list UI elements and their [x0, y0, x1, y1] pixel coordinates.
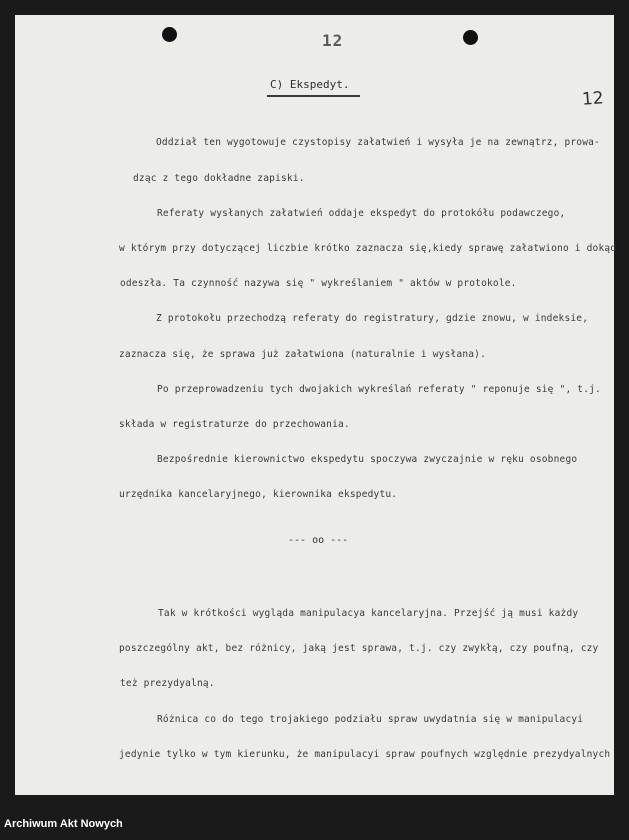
text-line: Tak w krótkości wygląda manipulacya kancelaryjna. Przejść ją musi każdy [158, 608, 579, 619]
text-line: składa w registraturze do przechowania. [119, 419, 350, 430]
text-line: urzędnika kancelaryjnego, kierownika ekspedytu. [119, 489, 398, 500]
text-line: poszczególny akt, bez różnicy, jaką jest sprawa, t.j. czy zwykłą, czy poufną, czy [119, 643, 599, 654]
text-line: w którym przy dotyczącej liczbie krótko zaznacza się,kiedy sprawę załatwiono i dokąd [119, 243, 617, 254]
section-heading: C) Ekspedyt. [270, 78, 350, 91]
document-page [15, 15, 617, 795]
section-separator: --- oo --- [288, 535, 349, 546]
text-line: Bezpośrednie kierownictwo ekspedytu spoczywa zwyczajnie w ręku osobnego [157, 454, 578, 465]
page-number: 12 [322, 31, 344, 50]
text-line: też prezydyalną. [120, 678, 215, 689]
text-line: jedynie tylko w tym kierunku, że manipulacyi spraw poufnych względnie prezydyalnych [119, 749, 611, 760]
handwritten-page-number: 12 [581, 88, 605, 110]
punch-hole-left [162, 27, 177, 42]
archive-label: Archiwum Akt Nowych [4, 818, 123, 830]
text-line: zaznacza się, że sprawa już załatwiona (naturalnie i wysłana). [119, 349, 487, 360]
text-line: Referaty wysłanych załatwień oddaje ekspedyt do protokółu podawczego, [157, 208, 566, 219]
text-line: Po przeprowadzeniu tych dwojakich wykreślań referaty " reponuje się ", t.j. [157, 384, 601, 395]
text-line: Oddział ten wygotowuje czystopisy załatwień i wysyła je na zewnątrz, prowa- [156, 137, 600, 148]
archive-footer [0, 808, 629, 840]
text-line: Z protokołu przechodzą referaty do registratury, gdzie znowu, w indeksie, [156, 313, 589, 324]
text-line: Różnica co do tego trojakiego podziału spraw uwydatnia się w manipulacyi [157, 714, 584, 725]
punch-hole-right [463, 30, 478, 45]
text-line: odeszła. Ta czynność nazywa się " wykreślaniem " aktów w protokole. [120, 278, 517, 289]
heading-underline [267, 95, 360, 97]
text-line: dząc z tego dokładne zapiski. [133, 173, 305, 184]
